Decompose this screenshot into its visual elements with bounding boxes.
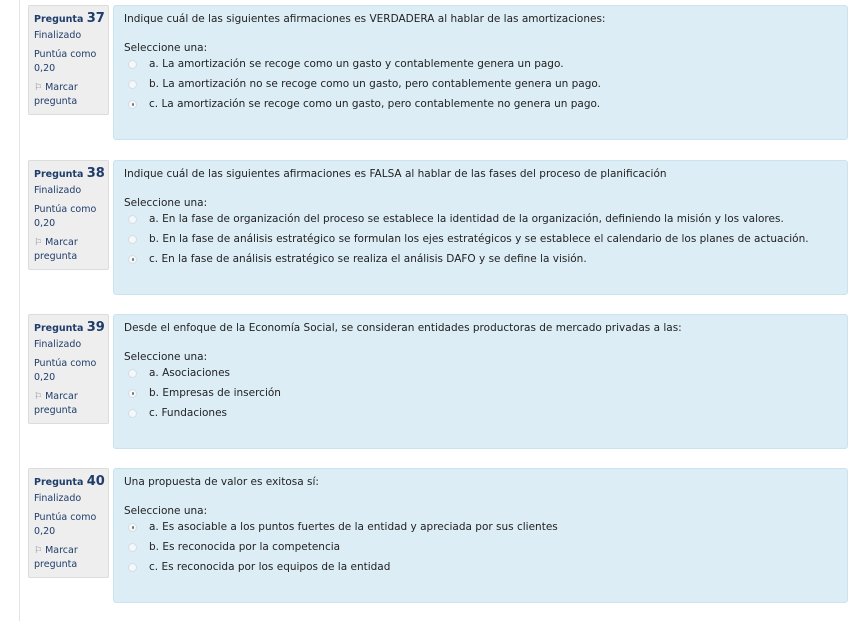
question-number-value: 39 <box>86 320 105 335</box>
question-number-value: 37 <box>86 11 105 26</box>
question-grade <box>34 203 108 231</box>
answer-prompt: Seleccione una: <box>124 505 208 517</box>
question-label: Pregunta <box>34 169 84 180</box>
grade-label: Puntúa como <box>34 204 97 215</box>
answer-option[interactable] <box>128 561 390 573</box>
question-info <box>28 5 109 115</box>
answer-prompt: Seleccione una: <box>124 197 208 209</box>
radio-button[interactable] <box>128 523 137 532</box>
option-label: b. En la fase de análisis estratégico se formulan los ejes estratégicos y se establece el calendario de los planes de actuación. <box>149 233 809 245</box>
question-grade <box>34 357 108 385</box>
flag-label[interactable]: Marcar pregunta <box>34 545 78 570</box>
flag-icon: ⚐ <box>34 83 43 93</box>
flag-label[interactable]: Marcar pregunta <box>34 82 78 107</box>
option-label: b. Empresas de inserción <box>149 387 281 399</box>
flag-label[interactable]: Marcar pregunta <box>34 391 78 416</box>
flag-question-link[interactable] <box>34 236 108 264</box>
grade-value: 0,20 <box>34 63 56 74</box>
question-number <box>34 320 108 335</box>
question-label: Pregunta <box>34 323 84 334</box>
answer-option[interactable] <box>128 521 558 533</box>
radio-button[interactable] <box>128 80 137 89</box>
answer-option[interactable] <box>128 541 340 553</box>
question-grade <box>34 48 108 76</box>
flag-icon: ⚐ <box>34 238 43 248</box>
radio-button[interactable] <box>128 255 137 264</box>
radio-button[interactable] <box>128 409 137 418</box>
page-border <box>19 0 20 621</box>
answer-option[interactable] <box>128 253 587 265</box>
question-state: Finalizado <box>34 339 82 350</box>
question-content <box>113 314 848 449</box>
answer-prompt: Seleccione una: <box>124 42 208 54</box>
option-label: a. En la fase de organización del proceso se establece la identidad de la organización, definiendo la misión y los valores. <box>149 213 784 225</box>
question-state: Finalizado <box>34 185 82 196</box>
radio-button[interactable] <box>128 369 137 378</box>
question-text: Desde el enfoque de la Economía Social, se consideran entidades productoras de mercado privadas a las: <box>124 322 682 334</box>
question-label: Pregunta <box>34 477 84 488</box>
radio-button[interactable] <box>128 215 137 224</box>
answer-option[interactable] <box>128 213 784 225</box>
grade-label: Puntúa como <box>34 49 97 60</box>
question-content <box>113 5 848 140</box>
flag-icon: ⚐ <box>34 392 43 402</box>
option-label: c. La amortización se recoge como un gasto, pero contablemente no genera un pago. <box>149 98 601 110</box>
question-37 <box>28 5 848 145</box>
question-number <box>34 474 108 489</box>
option-label: b. La amortización no se recoge como un gasto, pero contablemente genera un pago. <box>149 78 601 90</box>
question-39 <box>28 314 848 454</box>
option-label: a. La amortización se recoge como un gasto y contablemente genera un pago. <box>149 58 564 70</box>
option-label: a. Es asociable a los puntos fuertes de la entidad y apreciada por sus clientes <box>149 521 558 533</box>
question-info <box>28 314 109 424</box>
question-text: Indique cuál de las siguientes afirmaciones es FALSA al hablar de las fases del proceso de planificación <box>124 168 667 180</box>
question-content <box>113 160 848 295</box>
grade-label: Puntúa como <box>34 358 97 369</box>
answer-option[interactable] <box>128 58 564 70</box>
radio-button[interactable] <box>128 100 137 109</box>
question-state: Finalizado <box>34 493 82 504</box>
answer-option[interactable] <box>128 78 601 90</box>
question-text: Una propuesta de valor es exitosa sí: <box>124 476 319 488</box>
question-number <box>34 11 108 26</box>
question-content <box>113 468 848 603</box>
question-grade <box>34 511 108 539</box>
question-state: Finalizado <box>34 30 82 41</box>
grade-label: Puntúa como <box>34 512 97 523</box>
answer-option[interactable] <box>128 407 227 419</box>
grade-value: 0,20 <box>34 526 56 537</box>
radio-button[interactable] <box>128 235 137 244</box>
flag-label[interactable]: Marcar pregunta <box>34 237 78 262</box>
answer-prompt: Seleccione una: <box>124 351 208 363</box>
question-label: Pregunta <box>34 14 84 25</box>
radio-button[interactable] <box>128 543 137 552</box>
flag-question-link[interactable] <box>34 544 108 572</box>
question-info <box>28 468 109 578</box>
question-info <box>28 160 109 270</box>
flag-question-link[interactable] <box>34 81 108 109</box>
question-number <box>34 166 108 181</box>
flag-icon: ⚐ <box>34 546 43 556</box>
answer-option[interactable] <box>128 387 281 399</box>
answer-option[interactable] <box>128 233 809 245</box>
option-label: a. Asociaciones <box>149 367 231 379</box>
radio-button[interactable] <box>128 563 137 572</box>
question-40 <box>28 468 848 608</box>
option-label: c. Es reconocida por los equipos de la entidad <box>149 561 391 573</box>
question-text: Indique cuál de las siguientes afirmaciones es VERDADERA al hablar de las amortizaciones: <box>124 13 606 25</box>
option-label: b. Es reconocida por la competencia <box>149 541 341 553</box>
radio-button[interactable] <box>128 389 137 398</box>
flag-question-link[interactable] <box>34 390 108 418</box>
answer-option[interactable] <box>128 98 600 110</box>
grade-value: 0,20 <box>34 218 56 229</box>
radio-button[interactable] <box>128 60 137 69</box>
answer-option[interactable] <box>128 367 230 379</box>
question-38 <box>28 160 848 300</box>
question-number-value: 38 <box>86 166 105 181</box>
question-number-value: 40 <box>86 474 105 489</box>
option-label: c. En la fase de análisis estratégico se realiza el análisis DAFO y se define la visión. <box>149 253 587 265</box>
option-label: c. Fundaciones <box>149 407 228 419</box>
grade-value: 0,20 <box>34 372 56 383</box>
